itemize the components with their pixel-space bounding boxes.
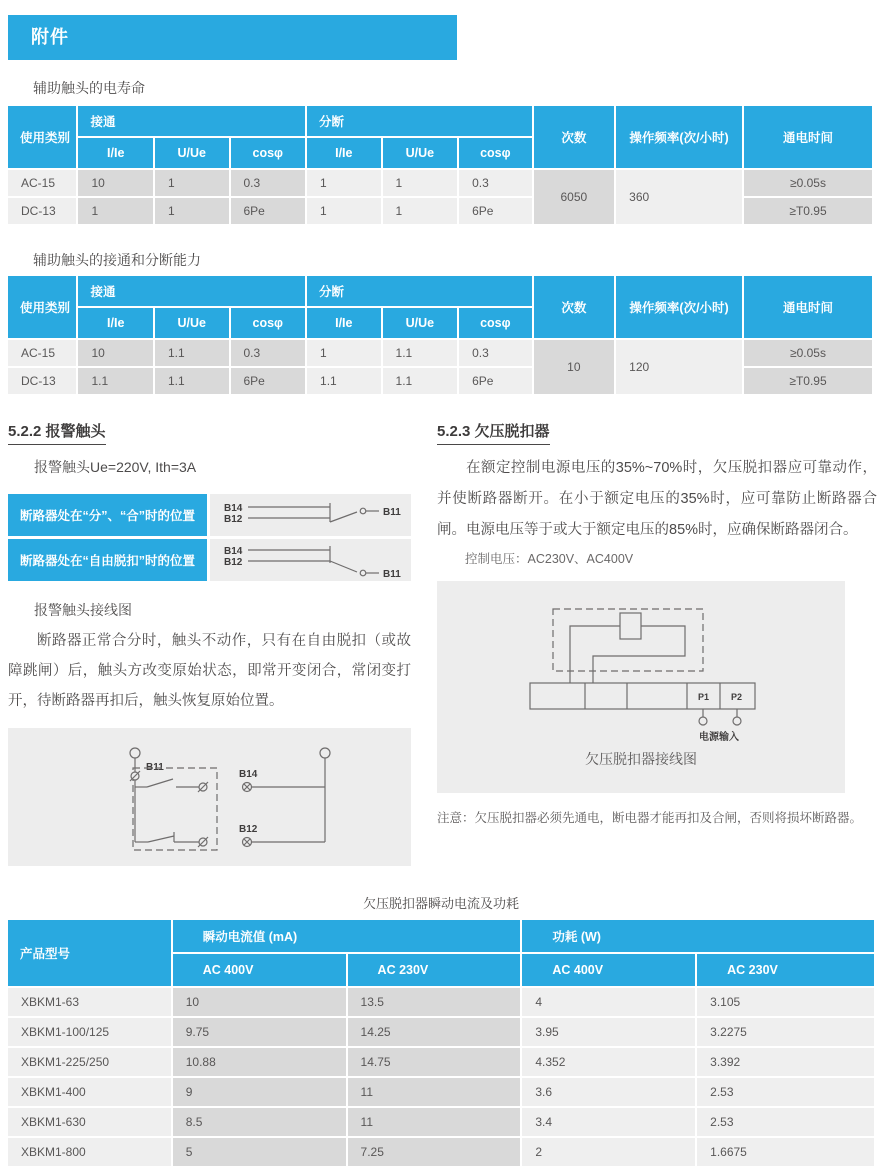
alarm-position-label: 断路器处在“分”、“合”时的位置 bbox=[8, 494, 207, 536]
data-cell: DC-13 bbox=[8, 198, 76, 224]
header-cell: I/Ie bbox=[78, 308, 153, 338]
header-cell: 接通 bbox=[78, 106, 305, 136]
uv-note: 注意：欠压脱扣器必须先通电，断电器才能再扣及合闸，否则将损坏断路器。 bbox=[437, 810, 863, 825]
header-cell: U/Ue bbox=[155, 138, 229, 168]
header-cell: 次数 bbox=[534, 276, 615, 338]
data-cell: 1 bbox=[383, 170, 458, 196]
uv-diagram-caption: 欠压脱扣器接线图 bbox=[585, 750, 697, 767]
data-cell: XBKM1-100/125 bbox=[8, 1018, 171, 1046]
uv-release-section bbox=[437, 420, 877, 826]
terminal-label-b11: B11 bbox=[383, 507, 401, 518]
wiring-label-b11: B11 bbox=[146, 762, 164, 773]
data-cell: ≥0.05s bbox=[744, 170, 872, 196]
data-cell: 13.5 bbox=[348, 988, 521, 1016]
data-cell: 9.75 bbox=[173, 1018, 346, 1046]
terminal-label-b12: B12 bbox=[224, 514, 243, 525]
data-cell: 1.1 bbox=[155, 368, 229, 394]
header-cell: 接通 bbox=[78, 276, 305, 306]
header-cell: 产品型号 bbox=[8, 920, 171, 986]
data-cell: 2.53 bbox=[697, 1108, 874, 1136]
header-cell: I/Ie bbox=[307, 308, 381, 338]
data-cell: XBKM1-225/250 bbox=[8, 1048, 171, 1076]
data-cell: 1 bbox=[307, 198, 381, 224]
wiring-label-b12: B12 bbox=[239, 824, 258, 835]
data-cell: 6Pe bbox=[231, 368, 306, 394]
uv-table-title: 欠压脱扣器瞬动电流及功耗 bbox=[362, 896, 519, 911]
data-cell: AC-15 bbox=[8, 340, 76, 366]
uv-release-wiring-diagram bbox=[437, 581, 845, 793]
alarm-position-row bbox=[8, 539, 411, 581]
data-cell: 1.1 bbox=[307, 368, 381, 394]
data-cell: 14.75 bbox=[348, 1048, 521, 1076]
alarm-description: 断路器正常合分时，触头不动作，只有在自由脱扣（或故障跳闸）后，触头方改变原始状态，即常开变闭合，常闭变打开，待断路器再扣后，触头恢复原始位置。 bbox=[8, 633, 411, 709]
data-cell: 3.4 bbox=[522, 1108, 695, 1136]
data-cell: AC-15 bbox=[8, 170, 76, 196]
wiring-label-b14: B14 bbox=[239, 769, 258, 780]
header-cell: U/Ue bbox=[383, 308, 458, 338]
data-cell: 6Pe bbox=[459, 198, 532, 224]
terminal-label-p2: P2 bbox=[731, 691, 743, 702]
data-cell: 1 bbox=[78, 198, 153, 224]
data-cell: 3.95 bbox=[522, 1018, 695, 1046]
section-banner bbox=[8, 15, 457, 60]
data-cell: 10 bbox=[534, 340, 615, 394]
data-cell: 1 bbox=[155, 198, 229, 224]
data-cell: 6050 bbox=[534, 170, 615, 224]
data-cell: 4 bbox=[522, 988, 695, 1016]
data-cell: 120 bbox=[616, 340, 742, 394]
data-cell: 1 bbox=[307, 170, 381, 196]
data-cell: 1.6675 bbox=[697, 1138, 874, 1166]
header-cell: 分断 bbox=[307, 276, 532, 306]
data-cell: 3.2275 bbox=[697, 1018, 874, 1046]
data-cell: 0.3 bbox=[231, 340, 306, 366]
header-cell: 次数 bbox=[534, 106, 615, 168]
terminal-label-b14: B14 bbox=[224, 503, 243, 514]
aux-capacity-title: 辅助触头的接通和分断能力 bbox=[33, 252, 201, 268]
alarm-wiring-title: 报警触头接线图 bbox=[34, 602, 132, 618]
data-cell: 3.105 bbox=[697, 988, 874, 1016]
terminal-label-b11: B11 bbox=[383, 569, 401, 580]
data-cell: 3.392 bbox=[697, 1048, 874, 1076]
data-cell: 0.3 bbox=[231, 170, 306, 196]
data-cell: 5 bbox=[173, 1138, 346, 1166]
header-cell: 操作频率(次/小时) bbox=[616, 276, 742, 338]
header-cell: 瞬动电流值 (mA) bbox=[173, 920, 521, 952]
data-cell: 2.53 bbox=[697, 1078, 874, 1106]
data-cell: 7.25 bbox=[348, 1138, 521, 1166]
data-cell: ≥0.05s bbox=[744, 340, 872, 366]
alarm-contact-diagram-tripped bbox=[210, 539, 411, 581]
alarm-section-heading: 5.2.2 报警触头 bbox=[8, 420, 106, 445]
data-cell: 3.6 bbox=[522, 1078, 695, 1106]
uv-section-heading: 5.2.3 欠压脱扣器 bbox=[437, 420, 550, 445]
data-cell: 10 bbox=[78, 340, 153, 366]
header-cell: 使用类别 bbox=[8, 276, 76, 338]
data-cell: 360 bbox=[616, 170, 742, 224]
header-cell: U/Ue bbox=[155, 308, 229, 338]
data-cell: 1.1 bbox=[78, 368, 153, 394]
header-cell: I/Ie bbox=[307, 138, 381, 168]
aux-capacity-table bbox=[6, 274, 874, 396]
header-cell: AC 230V bbox=[697, 954, 874, 986]
data-cell: ≥T0.95 bbox=[744, 368, 872, 394]
header-cell: 操作频率(次/小时) bbox=[616, 106, 742, 168]
data-cell: 1.1 bbox=[383, 368, 458, 394]
data-cell: XBKM1-630 bbox=[8, 1108, 171, 1136]
header-cell: cosφ bbox=[231, 308, 306, 338]
header-cell: U/Ue bbox=[383, 138, 458, 168]
uv-current-power-table bbox=[6, 918, 876, 1168]
header-cell: 通电时间 bbox=[744, 276, 872, 338]
terminal-label-p1: P1 bbox=[698, 691, 710, 702]
data-cell: 1.1 bbox=[155, 340, 229, 366]
uv-description: 在额定控制电源电压的35%~70%时，欠压脱扣器应可靠动作，并使断路器断开。在小于额定电压的35%时，应可靠防止断路器合闸。电源电压等于或大于额定电压的85%时，应确保断路器闭合。 bbox=[437, 460, 877, 539]
alarm-position-label: 断路器处在“自由脱扣”时的位置 bbox=[8, 539, 207, 581]
data-cell: 6Pe bbox=[459, 368, 532, 394]
header-cell: cosφ bbox=[459, 308, 532, 338]
data-cell: XBKM1-63 bbox=[8, 988, 171, 1016]
data-cell: 11 bbox=[348, 1078, 521, 1106]
data-cell: 1 bbox=[307, 340, 381, 366]
header-cell: 功耗 (W) bbox=[522, 920, 874, 952]
data-cell: 14.25 bbox=[348, 1018, 521, 1046]
alarm-contact-section bbox=[8, 420, 411, 866]
aux-life-title: 辅助触头的电寿命 bbox=[33, 80, 145, 96]
aux-life-table bbox=[6, 104, 874, 226]
header-cell: cosφ bbox=[459, 138, 532, 168]
data-cell: DC-13 bbox=[8, 368, 76, 394]
header-cell: AC 400V bbox=[522, 954, 695, 986]
alarm-contact-diagram-normal bbox=[210, 494, 411, 536]
power-input-label: 电源输入 bbox=[699, 731, 739, 743]
section-banner-title: 附件 bbox=[31, 27, 69, 47]
data-cell: 11 bbox=[348, 1108, 521, 1136]
data-cell: 1.1 bbox=[383, 340, 458, 366]
data-cell: 8.5 bbox=[173, 1108, 346, 1136]
data-cell: 1 bbox=[155, 170, 229, 196]
alarm-position-row bbox=[8, 494, 411, 536]
header-cell: 使用类别 bbox=[8, 106, 76, 168]
alarm-spec-line: 报警触头Ue=220V, Ith=3A bbox=[34, 459, 197, 475]
header-cell: AC 230V bbox=[348, 954, 521, 986]
data-cell: ≥T0.95 bbox=[744, 198, 872, 224]
data-cell: 2 bbox=[522, 1138, 695, 1166]
data-cell: 1 bbox=[383, 198, 458, 224]
data-cell: XBKM1-800 bbox=[8, 1138, 171, 1166]
header-cell: cosφ bbox=[231, 138, 306, 168]
data-cell: 10 bbox=[78, 170, 153, 196]
alarm-wiring-diagram bbox=[8, 728, 411, 866]
data-cell: 4.352 bbox=[522, 1048, 695, 1076]
data-cell: 9 bbox=[173, 1078, 346, 1106]
data-cell: XBKM1-400 bbox=[8, 1078, 171, 1106]
data-cell: 6Pe bbox=[231, 198, 306, 224]
data-cell: 10.88 bbox=[173, 1048, 346, 1076]
data-cell: 0.3 bbox=[459, 340, 532, 366]
terminal-label-b14: B14 bbox=[224, 546, 243, 557]
terminal-label-b12: B12 bbox=[224, 557, 243, 568]
header-cell: 通电时间 bbox=[744, 106, 872, 168]
data-cell: 0.3 bbox=[459, 170, 532, 196]
header-cell: I/Ie bbox=[78, 138, 153, 168]
uv-control-voltage: 控制电压：AC230V、AC400V bbox=[465, 551, 634, 566]
data-cell: 10 bbox=[173, 988, 346, 1016]
header-cell: 分断 bbox=[307, 106, 532, 136]
header-cell: AC 400V bbox=[173, 954, 346, 986]
